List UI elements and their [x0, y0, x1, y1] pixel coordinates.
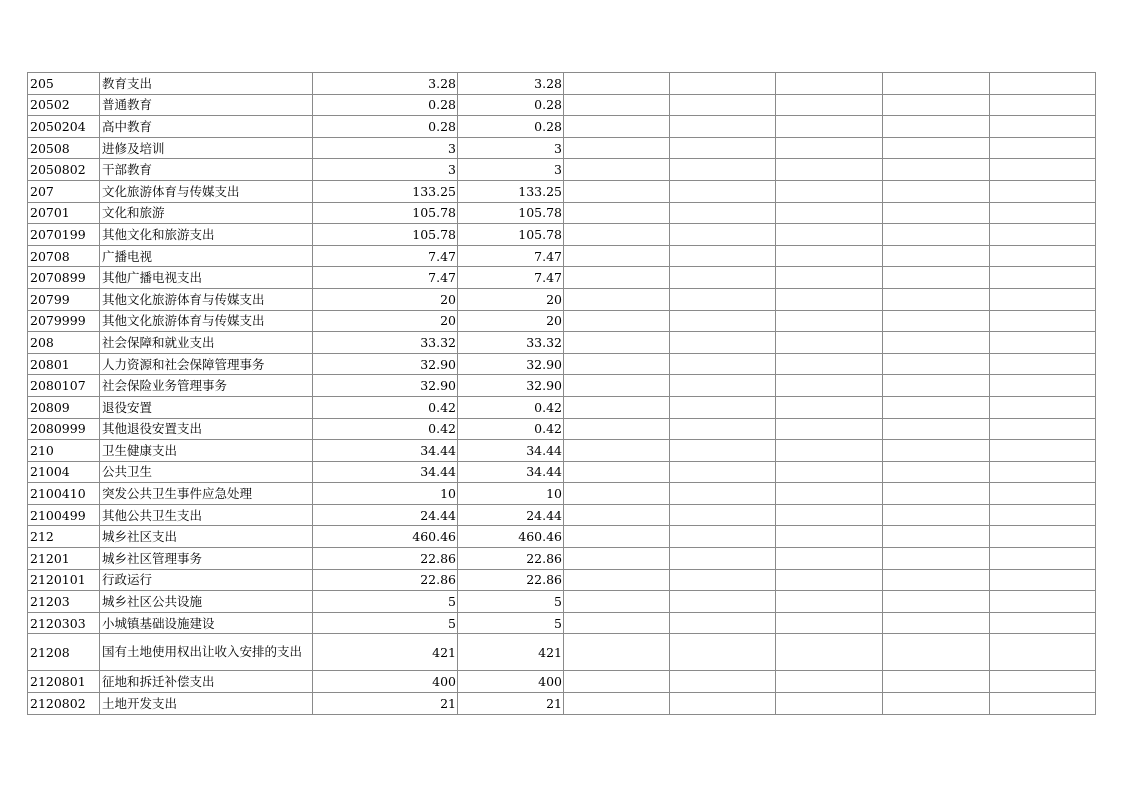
empty-cell [776, 418, 883, 440]
empty-cell [776, 332, 883, 354]
account-code-cell: 2100499 [28, 504, 100, 526]
table-body [28, 73, 1096, 715]
account-name-cell: 突发公共卫生事件应急处理 [100, 483, 313, 505]
empty-cell [776, 483, 883, 505]
account-code-cell: 2079999 [28, 310, 100, 332]
empty-cell [670, 440, 776, 462]
empty-cell [883, 245, 990, 267]
account-name-cell: 高中教育 [100, 116, 313, 138]
account-name-cell: 城乡社区管理事务 [100, 548, 313, 570]
empty-cell [990, 634, 1096, 671]
empty-cell [883, 137, 990, 159]
account-code-cell: 20801 [28, 353, 100, 375]
empty-cell [564, 159, 670, 181]
empty-cell [990, 288, 1096, 310]
empty-cell [776, 526, 883, 548]
empty-cell [883, 180, 990, 202]
account-name-cell: 退役安置 [100, 396, 313, 418]
empty-cell [564, 180, 670, 202]
account-name-cell: 卫生健康支出 [100, 440, 313, 462]
account-code-cell: 2070899 [28, 267, 100, 289]
empty-cell [670, 612, 776, 634]
account-name-cell: 其他文化旅游体育与传媒支出 [100, 310, 313, 332]
empty-cell [990, 612, 1096, 634]
total-amount-cell: 460.46 [313, 526, 458, 548]
empty-cell [670, 591, 776, 613]
empty-cell [670, 73, 776, 95]
table-row [28, 418, 1096, 440]
empty-cell [670, 418, 776, 440]
empty-cell [883, 634, 990, 671]
empty-cell [670, 288, 776, 310]
table-row [28, 353, 1096, 375]
account-name-cell: 教育支出 [100, 73, 313, 95]
empty-cell [670, 569, 776, 591]
empty-cell [670, 396, 776, 418]
empty-cell [990, 671, 1096, 693]
total-amount-cell: 0.28 [313, 116, 458, 138]
empty-cell [776, 224, 883, 246]
empty-cell [990, 548, 1096, 570]
basic-expenditure-cell: 24.44 [458, 504, 564, 526]
account-code-cell: 2120801 [28, 671, 100, 693]
empty-cell [776, 693, 883, 715]
empty-cell [990, 267, 1096, 289]
empty-cell [670, 224, 776, 246]
empty-cell [776, 202, 883, 224]
empty-cell [670, 202, 776, 224]
empty-cell [776, 73, 883, 95]
empty-cell [670, 332, 776, 354]
table-row [28, 461, 1096, 483]
basic-expenditure-cell: 34.44 [458, 440, 564, 462]
empty-cell [670, 548, 776, 570]
table-row [28, 224, 1096, 246]
account-name-cell: 广播电视 [100, 245, 313, 267]
account-name-cell: 公共卫生 [100, 461, 313, 483]
account-name-cell: 社会保险业务管理事务 [100, 375, 313, 397]
total-amount-cell: 3 [313, 159, 458, 181]
empty-cell [883, 612, 990, 634]
account-code-cell: 2100410 [28, 483, 100, 505]
basic-expenditure-cell: 0.42 [458, 396, 564, 418]
empty-cell [564, 224, 670, 246]
empty-cell [776, 94, 883, 116]
account-code-cell: 2050204 [28, 116, 100, 138]
empty-cell [883, 73, 990, 95]
table-row [28, 396, 1096, 418]
empty-cell [990, 159, 1096, 181]
empty-cell [670, 137, 776, 159]
empty-cell [990, 332, 1096, 354]
account-name-cell: 干部教育 [100, 159, 313, 181]
basic-expenditure-cell: 7.47 [458, 245, 564, 267]
empty-cell [670, 461, 776, 483]
basic-expenditure-cell: 20 [458, 288, 564, 310]
empty-cell [670, 504, 776, 526]
empty-cell [564, 94, 670, 116]
table-row [28, 526, 1096, 548]
empty-cell [670, 267, 776, 289]
empty-cell [670, 671, 776, 693]
empty-cell [776, 634, 883, 671]
basic-expenditure-cell: 32.90 [458, 353, 564, 375]
basic-expenditure-cell: 10 [458, 483, 564, 505]
account-name-cell: 国有土地使用权出让收入安排的支出 [100, 634, 313, 671]
empty-cell [670, 116, 776, 138]
total-amount-cell: 0.28 [313, 94, 458, 116]
empty-cell [883, 526, 990, 548]
empty-cell [564, 310, 670, 332]
total-amount-cell: 5 [313, 591, 458, 613]
empty-cell [564, 332, 670, 354]
empty-cell [776, 353, 883, 375]
empty-cell [990, 440, 1096, 462]
table-row [28, 310, 1096, 332]
total-amount-cell: 32.90 [313, 375, 458, 397]
empty-cell [776, 288, 883, 310]
basic-expenditure-cell: 3 [458, 159, 564, 181]
account-code-cell: 2120802 [28, 693, 100, 715]
empty-cell [564, 396, 670, 418]
empty-cell [564, 267, 670, 289]
empty-cell [883, 159, 990, 181]
total-amount-cell: 3 [313, 137, 458, 159]
empty-cell [883, 569, 990, 591]
basic-expenditure-cell: 105.78 [458, 202, 564, 224]
total-amount-cell: 0.42 [313, 396, 458, 418]
total-amount-cell: 22.86 [313, 569, 458, 591]
empty-cell [564, 461, 670, 483]
empty-cell [883, 332, 990, 354]
basic-expenditure-cell: 21 [458, 693, 564, 715]
basic-expenditure-cell: 105.78 [458, 224, 564, 246]
account-code-cell: 20809 [28, 396, 100, 418]
empty-cell [776, 591, 883, 613]
account-code-cell: 2120303 [28, 612, 100, 634]
empty-cell [990, 569, 1096, 591]
empty-cell [670, 180, 776, 202]
empty-cell [883, 310, 990, 332]
account-code-cell: 21201 [28, 548, 100, 570]
empty-cell [990, 483, 1096, 505]
basic-expenditure-cell: 421 [458, 634, 564, 671]
basic-expenditure-cell: 33.32 [458, 332, 564, 354]
empty-cell [776, 267, 883, 289]
empty-cell [883, 353, 990, 375]
empty-cell [883, 440, 990, 462]
account-code-cell: 2120101 [28, 569, 100, 591]
budget-expenditure-table [27, 72, 1096, 715]
empty-cell [670, 159, 776, 181]
total-amount-cell: 105.78 [313, 202, 458, 224]
empty-cell [564, 245, 670, 267]
empty-cell [564, 526, 670, 548]
empty-cell [776, 396, 883, 418]
total-amount-cell: 34.44 [313, 440, 458, 462]
basic-expenditure-cell: 0.28 [458, 116, 564, 138]
empty-cell [564, 440, 670, 462]
empty-cell [883, 375, 990, 397]
account-code-cell: 21203 [28, 591, 100, 613]
account-name-cell: 土地开发支出 [100, 693, 313, 715]
empty-cell [883, 483, 990, 505]
account-code-cell: 2050802 [28, 159, 100, 181]
empty-cell [670, 693, 776, 715]
empty-cell [883, 224, 990, 246]
empty-cell [564, 504, 670, 526]
account-name-cell: 行政运行 [100, 569, 313, 591]
total-amount-cell: 34.44 [313, 461, 458, 483]
total-amount-cell: 21 [313, 693, 458, 715]
total-amount-cell: 421 [313, 634, 458, 671]
empty-cell [990, 418, 1096, 440]
empty-cell [564, 288, 670, 310]
account-code-cell: 20708 [28, 245, 100, 267]
empty-cell [990, 375, 1096, 397]
total-amount-cell: 20 [313, 310, 458, 332]
empty-cell [564, 569, 670, 591]
total-amount-cell: 3.28 [313, 73, 458, 95]
account-name-cell: 文化旅游体育与传媒支出 [100, 180, 313, 202]
basic-expenditure-cell: 3.28 [458, 73, 564, 95]
empty-cell [990, 693, 1096, 715]
table-row [28, 94, 1096, 116]
empty-cell [883, 693, 990, 715]
empty-cell [670, 526, 776, 548]
total-amount-cell: 0.42 [313, 418, 458, 440]
account-code-cell: 20502 [28, 94, 100, 116]
total-amount-cell: 20 [313, 288, 458, 310]
empty-cell [564, 116, 670, 138]
empty-cell [564, 375, 670, 397]
empty-cell [776, 310, 883, 332]
table-row [28, 671, 1096, 693]
basic-expenditure-cell: 34.44 [458, 461, 564, 483]
empty-cell [990, 202, 1096, 224]
empty-cell [564, 202, 670, 224]
empty-cell [564, 137, 670, 159]
table-row [28, 569, 1096, 591]
table-row [28, 288, 1096, 310]
account-name-cell: 文化和旅游 [100, 202, 313, 224]
table-row [28, 591, 1096, 613]
total-amount-cell: 400 [313, 671, 458, 693]
table-row [28, 375, 1096, 397]
empty-cell [990, 504, 1096, 526]
empty-cell [776, 116, 883, 138]
empty-cell [990, 116, 1096, 138]
empty-cell [990, 137, 1096, 159]
empty-cell [990, 591, 1096, 613]
account-code-cell: 21208 [28, 634, 100, 671]
empty-cell [564, 591, 670, 613]
account-name-cell: 其他退役安置支出 [100, 418, 313, 440]
account-name-cell: 进修及培训 [100, 137, 313, 159]
account-code-cell: 207 [28, 180, 100, 202]
account-name-cell: 城乡社区公共设施 [100, 591, 313, 613]
basic-expenditure-cell: 0.42 [458, 418, 564, 440]
table-row [28, 548, 1096, 570]
table-row [28, 116, 1096, 138]
table-row [28, 245, 1096, 267]
empty-cell [883, 288, 990, 310]
account-name-cell: 小城镇基础设施建设 [100, 612, 313, 634]
account-name-cell: 其他文化和旅游支出 [100, 224, 313, 246]
account-name-cell: 人力资源和社会保障管理事务 [100, 353, 313, 375]
empty-cell [564, 73, 670, 95]
empty-cell [670, 94, 776, 116]
total-amount-cell: 7.47 [313, 267, 458, 289]
empty-cell [670, 375, 776, 397]
empty-cell [990, 73, 1096, 95]
account-code-cell: 2080999 [28, 418, 100, 440]
account-code-cell: 20508 [28, 137, 100, 159]
table-row [28, 202, 1096, 224]
empty-cell [564, 418, 670, 440]
empty-cell [776, 375, 883, 397]
empty-cell [564, 693, 670, 715]
account-code-cell: 212 [28, 526, 100, 548]
empty-cell [990, 396, 1096, 418]
empty-cell [883, 591, 990, 613]
account-code-cell: 2080107 [28, 375, 100, 397]
table-row [28, 159, 1096, 181]
table-row [28, 440, 1096, 462]
account-code-cell: 20701 [28, 202, 100, 224]
table-row [28, 267, 1096, 289]
table-row [28, 634, 1096, 671]
empty-cell [883, 202, 990, 224]
empty-cell [670, 353, 776, 375]
basic-expenditure-cell: 20 [458, 310, 564, 332]
empty-cell [776, 137, 883, 159]
empty-cell [564, 483, 670, 505]
empty-cell [670, 245, 776, 267]
account-name-cell: 征地和拆迁补偿支出 [100, 671, 313, 693]
total-amount-cell: 105.78 [313, 224, 458, 246]
empty-cell [883, 461, 990, 483]
empty-cell [776, 504, 883, 526]
total-amount-cell: 22.86 [313, 548, 458, 570]
table-row [28, 180, 1096, 202]
basic-expenditure-cell: 400 [458, 671, 564, 693]
empty-cell [990, 245, 1096, 267]
table-row [28, 693, 1096, 715]
total-amount-cell: 24.44 [313, 504, 458, 526]
empty-cell [883, 671, 990, 693]
empty-cell [670, 483, 776, 505]
account-name-cell: 普通教育 [100, 94, 313, 116]
empty-cell [564, 548, 670, 570]
basic-expenditure-cell: 0.28 [458, 94, 564, 116]
empty-cell [776, 461, 883, 483]
empty-cell [670, 634, 776, 671]
empty-cell [883, 396, 990, 418]
account-name-cell: 其他广播电视支出 [100, 267, 313, 289]
empty-cell [776, 612, 883, 634]
empty-cell [990, 310, 1096, 332]
account-name-cell: 其他公共卫生支出 [100, 504, 313, 526]
basic-expenditure-cell: 3 [458, 137, 564, 159]
account-code-cell: 205 [28, 73, 100, 95]
empty-cell [883, 504, 990, 526]
empty-cell [883, 267, 990, 289]
account-name-cell: 社会保障和就业支出 [100, 332, 313, 354]
empty-cell [776, 569, 883, 591]
empty-cell [990, 180, 1096, 202]
empty-cell [776, 548, 883, 570]
table-row [28, 137, 1096, 159]
empty-cell [564, 671, 670, 693]
table-row [28, 612, 1096, 634]
basic-expenditure-cell: 460.46 [458, 526, 564, 548]
empty-cell [670, 310, 776, 332]
account-code-cell: 208 [28, 332, 100, 354]
empty-cell [776, 245, 883, 267]
basic-expenditure-cell: 22.86 [458, 548, 564, 570]
basic-expenditure-cell: 7.47 [458, 267, 564, 289]
account-code-cell: 2070199 [28, 224, 100, 246]
empty-cell [564, 353, 670, 375]
account-code-cell: 210 [28, 440, 100, 462]
table-row [28, 332, 1096, 354]
empty-cell [990, 94, 1096, 116]
empty-cell [990, 224, 1096, 246]
account-name-cell: 其他文化旅游体育与传媒支出 [100, 288, 313, 310]
table-row [28, 504, 1096, 526]
account-name-cell: 城乡社区支出 [100, 526, 313, 548]
basic-expenditure-cell: 22.86 [458, 569, 564, 591]
empty-cell [990, 353, 1096, 375]
account-code-cell: 20799 [28, 288, 100, 310]
table-row [28, 483, 1096, 505]
empty-cell [776, 440, 883, 462]
empty-cell [883, 94, 990, 116]
table-row [28, 73, 1096, 95]
total-amount-cell: 7.47 [313, 245, 458, 267]
empty-cell [883, 548, 990, 570]
total-amount-cell: 133.25 [313, 180, 458, 202]
empty-cell [883, 418, 990, 440]
empty-cell [990, 461, 1096, 483]
basic-expenditure-cell: 5 [458, 612, 564, 634]
empty-cell [990, 526, 1096, 548]
empty-cell [776, 159, 883, 181]
empty-cell [776, 180, 883, 202]
empty-cell [564, 634, 670, 671]
account-code-cell: 21004 [28, 461, 100, 483]
basic-expenditure-cell: 133.25 [458, 180, 564, 202]
basic-expenditure-cell: 5 [458, 591, 564, 613]
total-amount-cell: 5 [313, 612, 458, 634]
empty-cell [883, 116, 990, 138]
empty-cell [776, 671, 883, 693]
total-amount-cell: 10 [313, 483, 458, 505]
basic-expenditure-cell: 32.90 [458, 375, 564, 397]
total-amount-cell: 33.32 [313, 332, 458, 354]
total-amount-cell: 32.90 [313, 353, 458, 375]
empty-cell [564, 612, 670, 634]
